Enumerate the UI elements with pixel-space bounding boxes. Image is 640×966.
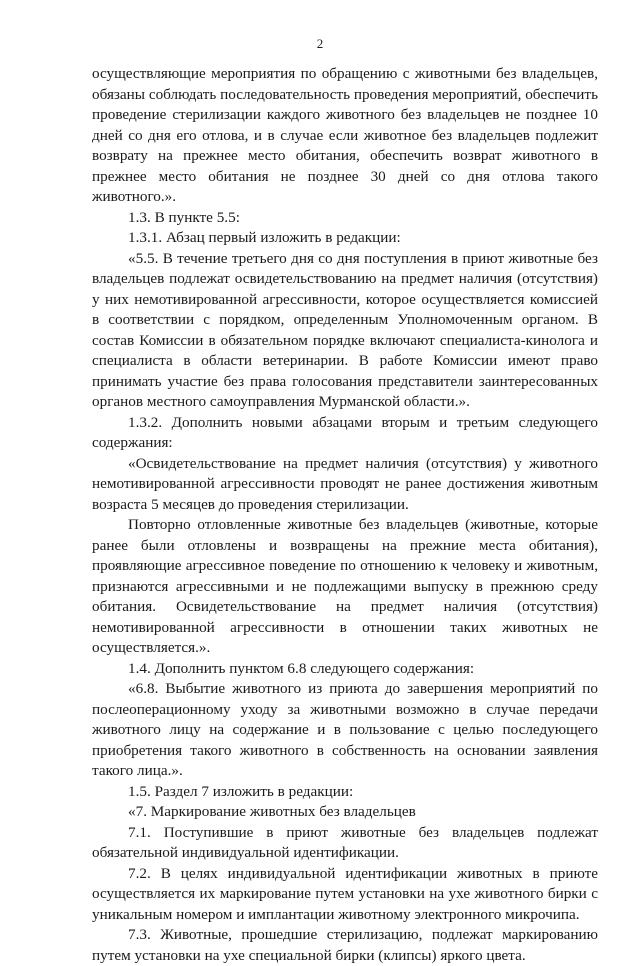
paragraph-examination: «Освидетельствование на предмет наличия (отсутствия) у животного немотивированной агрессивности проводят не ранее достижения животным возраста 5 месяцев до проведения стерилизации.	[92, 454, 598, 513]
paragraph-1-4: 1.4. Дополнить пунктом 6.8 следующего содержания:	[128, 659, 475, 677]
paragraph-1-3-2: 1.3.2. Дополнить новыми абзацами вторым и третьим следующего содержания:	[92, 413, 598, 451]
paragraph-7-1: 7.1. Поступившие в приют животные без владельцев подлежат обязательной индивидуальной идентификации.	[92, 823, 598, 861]
paragraph-1-5: 1.5. Раздел 7 изложить в редакции:	[128, 782, 354, 800]
document-body	[92, 64, 598, 966]
paragraph-7-3: 7.3. Животные, прошедшие стерилизацию, подлежат маркированию путем установки на ухе специальной бирки (клипсы) яркого цвета.	[92, 926, 598, 964]
paragraph-recaptured-animals: Повторно отловленные животные без владельцев (животные, которые ранее были отловлены и возвращены на прежние места обитания), проявляющие агрессивное поведение по отношению к человеку и животным, признаются агрессивными и не подлежащими выпуску в прежнюю среду обитания. Освидетельствование на предмет наличия (отсутствия) немотивированной агрессивности в отношении таких животных не осуществляется.».	[92, 516, 598, 656]
paragraph-5-5: «5.5. В течение третьего дня со дня поступления в приют животные без владельцев подлежат освидетельствованию на предмет наличия (отсутствия) у них немотивированной агрессивности, которое осуществляется комиссией в соответствии с порядком, определенным Уполномоченным органом. В состав Комиссии в обязательном порядке включают специалиста-кинолога и специалиста в области ветеринарии. В работе Комиссии имеют право принимать участие без права голосования представители заинтересованных органов местного самоуправления Мурманской области.».	[92, 249, 598, 410]
paragraph-6-8: «6.8. Выбытие животного из приюта до завершения мероприятий по послеоперационному уходу за животными возможно в случае передачи животного лицу на содержание и в пользование с целью последующего приобретения такого животного в собственность на основании заявления такого лица.».	[92, 680, 598, 779]
paragraph-1-3-1: 1.3.1. Абзац первый изложить в редакции:	[128, 229, 401, 246]
paragraph-continuation: осуществляющие мероприятия по обращению с животными без владельцев, обязаны соблюдать последовательность проведения мероприятий, обеспечить проведение стерилизации каждого животного без владельцев не позднее 10 дней со дня его отлова, и в случае если животное без владельцев подлежит возврату на прежнее место обитания, обеспечить возврат животного в прежнее место обитания не позднее 30 дней со дня отлова такого животного.».	[92, 65, 598, 205]
section-7-heading: «7. Маркирование животных без владельцев	[128, 803, 416, 820]
paragraph-1-3: 1.3. В пункте 5.5:	[128, 208, 240, 226]
paragraph-7-2: 7.2. В целях индивидуальной идентификации животных в приюте осуществляется их маркирование путем установки на ухе животного бирки с уникальным номером и имплантации животному электронного микрочипа.	[92, 864, 598, 923]
page-number: 2	[316, 36, 324, 51]
